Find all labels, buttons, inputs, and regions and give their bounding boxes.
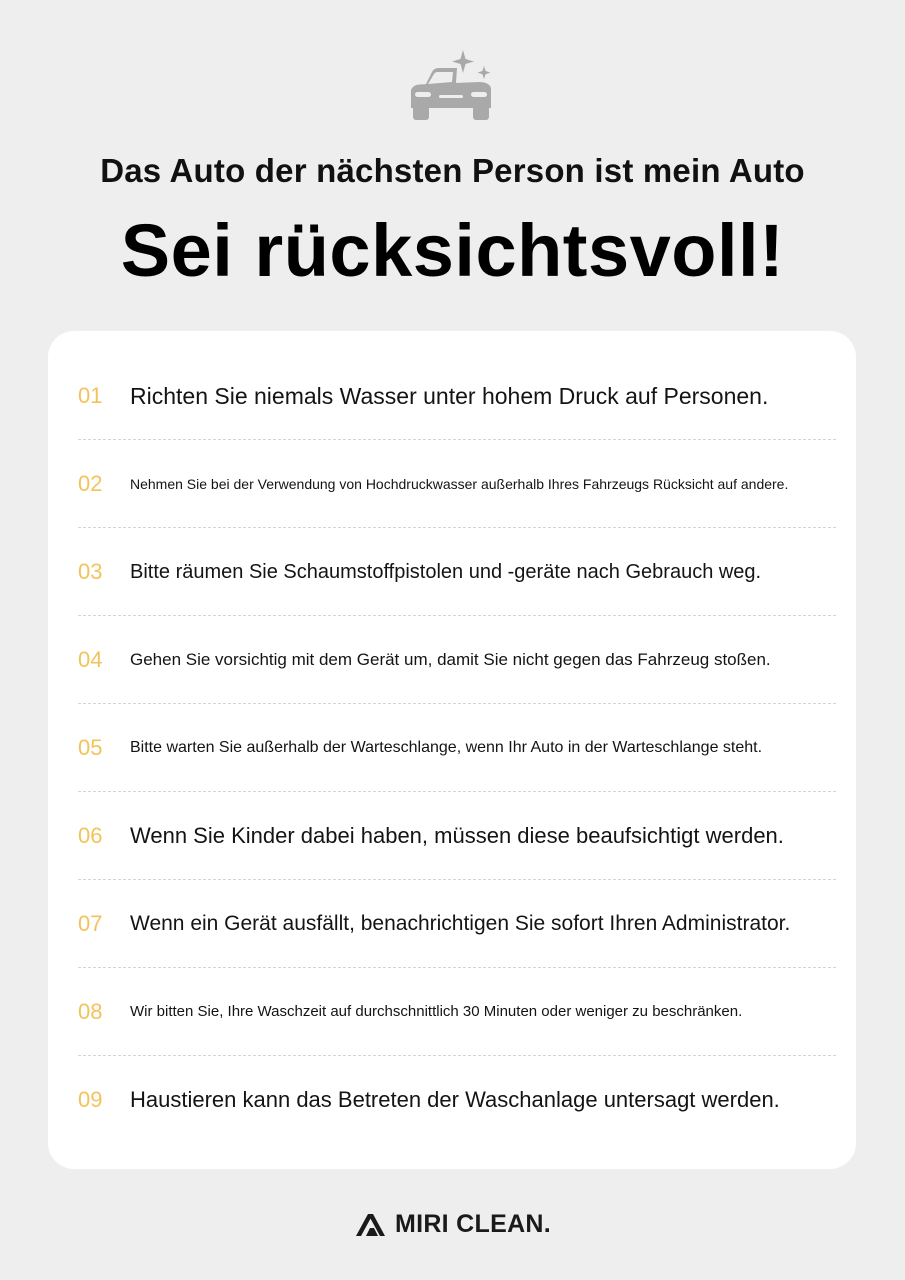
rules-card (48, 331, 856, 1169)
rule-number: 05 (78, 735, 103, 760)
rule-text: Gehen Sie vorsichtig mit dem Gerät um, damit Sie nicht gegen das Fahrzeug stoßen. (130, 650, 771, 669)
rule-number: 04 (78, 647, 103, 672)
rule-item (78, 968, 836, 1056)
rule-text: Bitte räumen Sie Schaumstoffpistolen und -geräte nach Gebrauch weg. (130, 561, 762, 583)
rule-text: Wir bitten Sie, Ihre Waschzeit auf durchschnittlich 30 Minuten oder weniger zu beschränken. (130, 1003, 743, 1020)
rule-item (78, 792, 836, 880)
rule-number: 08 (78, 999, 103, 1024)
rule-item (78, 352, 836, 440)
rule-item (78, 1056, 836, 1144)
rule-item (78, 440, 836, 528)
sparkling-car-icon (405, 46, 497, 124)
rule-text: Wenn ein Gerät ausfällt, benachrichtigen Sie sofort Ihren Administrator. (130, 912, 791, 935)
rule-item (78, 880, 836, 968)
rule-item (78, 528, 836, 616)
rules-list (78, 352, 836, 1144)
rule-text: Nehmen Sie bei der Verwendung von Hochdruckwasser außerhalb Ihres Fahrzeugs Rücksicht auf andere. (130, 476, 789, 492)
rule-text: Richten Sie niemals Wasser unter hohem Druck auf Personen. (130, 383, 769, 409)
rule-text: Haustieren kann das Betreten der Waschanlage untersagt werden. (130, 1087, 780, 1112)
rule-number: 02 (78, 471, 103, 496)
subtitle: Das Auto der nächsten Person ist mein Auto (100, 152, 805, 189)
rule-number: 07 (78, 911, 103, 936)
rule-number: 09 (78, 1087, 103, 1112)
rule-text: Wenn Sie Kinder dabei haben, müssen diese beaufsichtigt werden. (130, 823, 784, 848)
rule-item (78, 704, 836, 792)
rule-number: 03 (78, 559, 103, 584)
brand-name: MIRI CLEAN. (394, 1209, 552, 1238)
miri-clean-logo-icon (354, 1210, 388, 1238)
rule-text: Bitte warten Sie außerhalb der Warteschlange, wenn Ihr Auto in der Warteschlange steht. (130, 739, 763, 756)
headline: Sei rücksichtsvoll! (120, 209, 785, 292)
rule-number: 01 (78, 383, 103, 408)
brand-footer (0, 1204, 905, 1244)
rule-item (78, 616, 836, 704)
rule-number: 06 (78, 823, 103, 848)
